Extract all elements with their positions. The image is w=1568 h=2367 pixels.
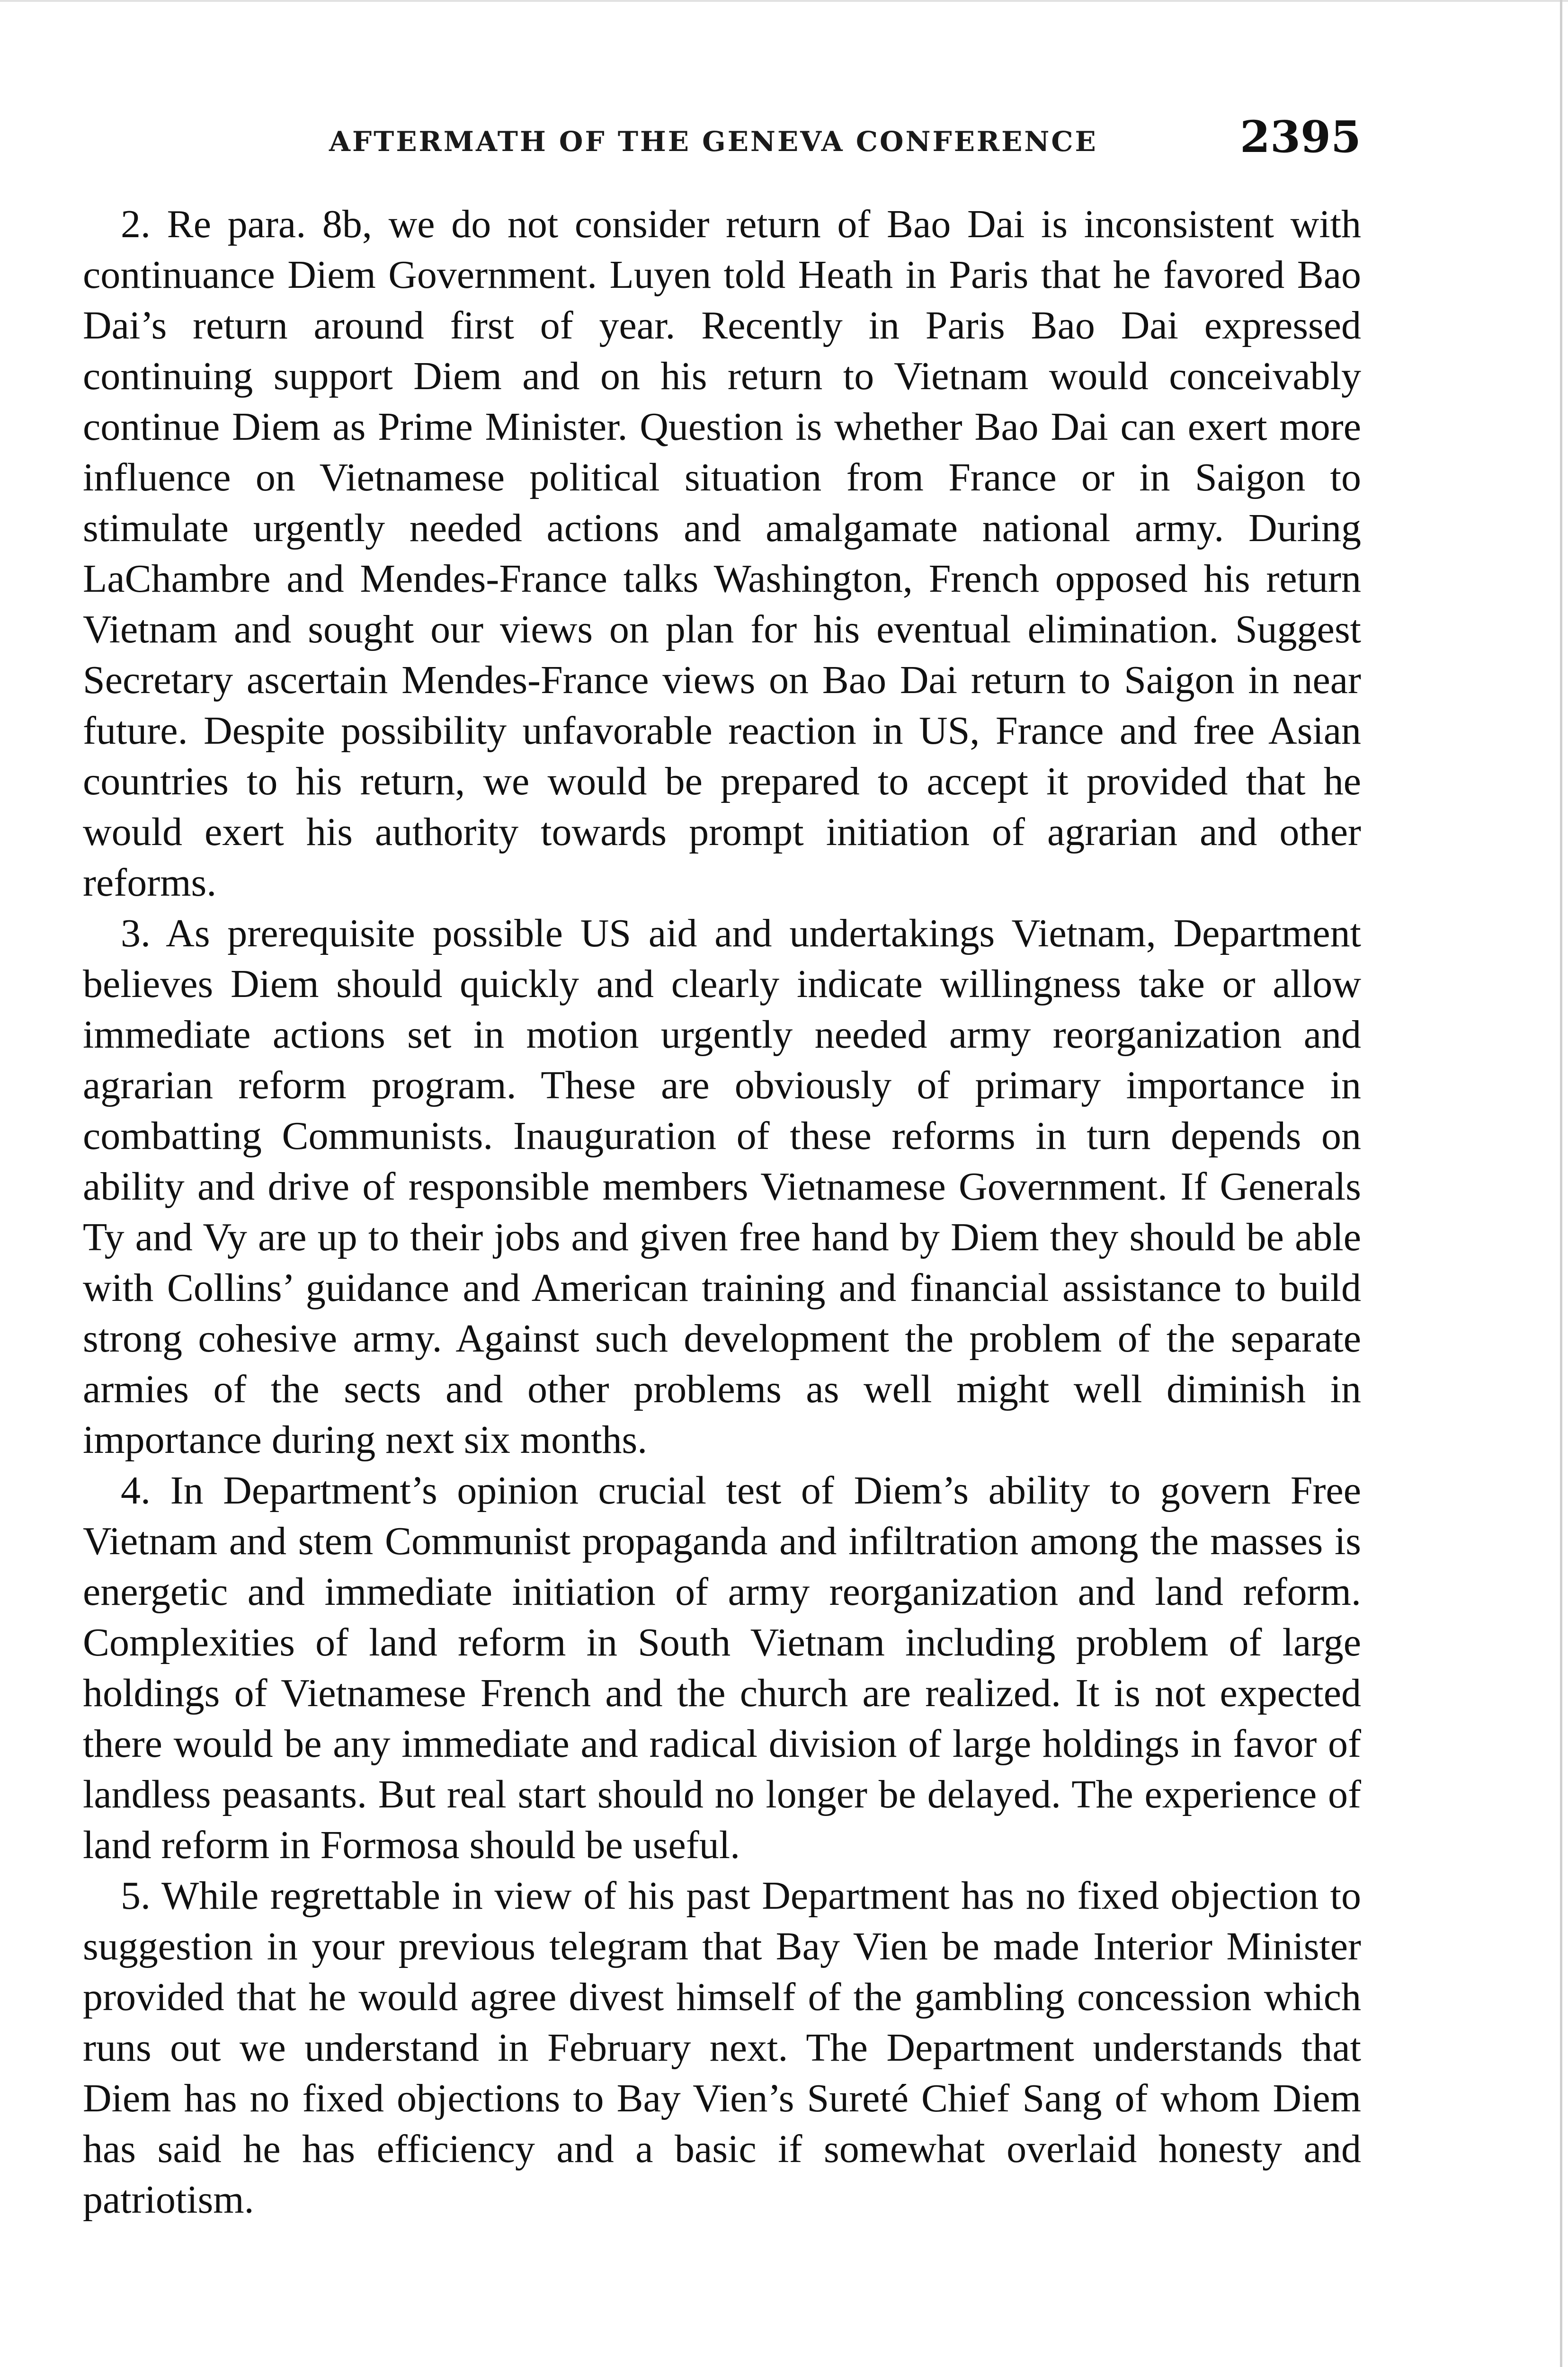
body-text <box>83 199 1361 2225</box>
scan-edge-top <box>0 0 1568 2</box>
paragraph-2: 2. Re para. 8b, we do not consider return of Bao Dai is inconsistent with continuance Diem Government. Luyen told Heath in Paris that he favored Bao Dai’s return around first of year. Recently in Paris Bao Dai expressed continuing support Diem and on his return to Vietnam would conceivably continue Diem as Prime Minister. Question is whether Bao Dai can exert more influence on Vietnamese political situation from France or in Saigon to stimulate urgently needed actions and amalgamate national army. During LaChambre and Mendes-France talks Washington, French opposed his return Vietnam and sought our views on plan for his eventual elimination. Suggest Secretary ascertain Mendes-France views on Bao Dai return to Saigon in near future. Despite possibility unfavorable reaction in US, France and free Asian countries to his return, we would be prepared to accept it provided that he would exert his authority towards prompt initiation of agrarian and other reforms. <box>83 202 1361 905</box>
paragraph-5: 5. While regrettable in view of his past Department has no fixed objection to suggestion in your previous telegram that Bay Vien be made Interior Minister provided that he would agree divest himself of the gambling concession which runs out we understand in February next. The Department understands that Diem has no fixed objections to Bay Vien’s Sureté Chief Sang of whom Diem has said he has efficiency and a basic if somewhat overlaid honesty and patriotism. <box>83 1874 1361 2222</box>
paragraph-3: 3. As prerequisite possible US aid and undertakings Vietnam, Department believes Diem should quickly and clearly indicate willingness take or allow immediate actions set in motion urgently needed army reorganization and agrarian reform program. These are obviously of primary importance in combatting Communists. Inauguration of these reforms in turn depends on ability and drive of responsible members Vietnamese Government. If Generals Ty and Vy are up to their jobs and given free hand by Diem they should be able with Collins’ guidance and American training and financial assistance to build strong cohesive army. Against such development the problem of the separate armies of the sects and other problems as well might well diminish in importance during next six months. <box>83 911 1361 1462</box>
running-title: AFTERMATH OF THE GENEVA CONFERENCE <box>329 125 1098 158</box>
paragraph-4: 4. In Department’s opinion crucial test of Diem’s ability to govern Free Vietnam and stem Communist propaganda and infiltration among the masses is energetic and immediate initiation of army reorganization and land reform. Complexities of land reform in South Vietnam including problem of large holdings of Vietnamese French and the church are realized. It is not expected there would be any immediate and radical division of large holdings in favor of landless peasants. But real start should no longer be delayed. The experience of land reform in Formosa should be useful. <box>83 1468 1361 1867</box>
scan-edge-right <box>1560 0 1562 2367</box>
running-header <box>83 111 1361 168</box>
page-number: 2395 <box>1239 111 1361 162</box>
